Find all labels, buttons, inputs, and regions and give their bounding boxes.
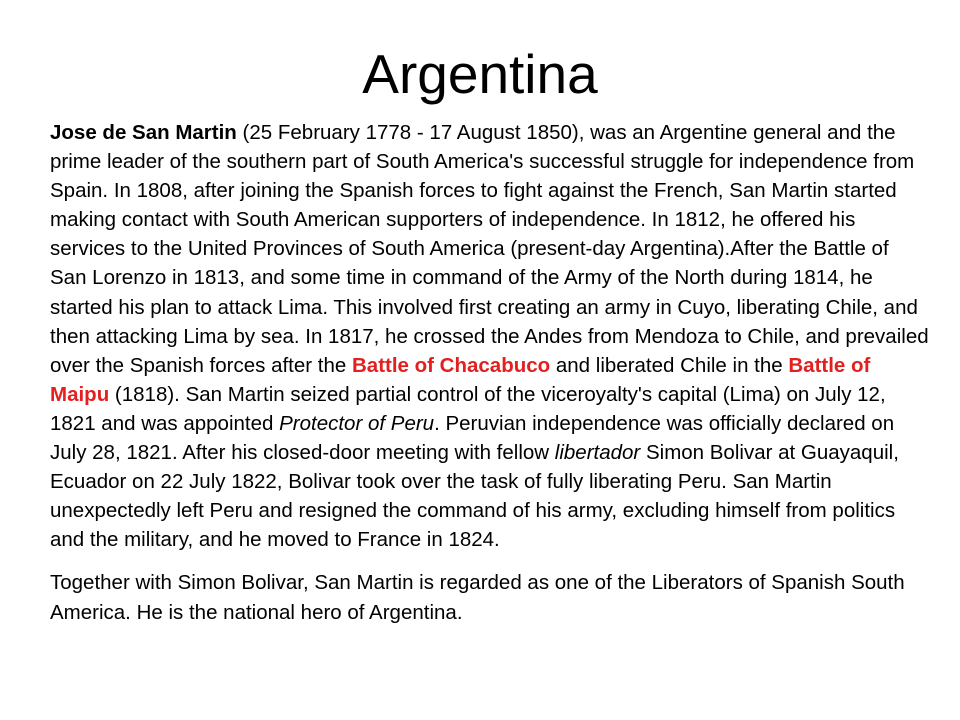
protector-of-peru-title: Protector of Peru bbox=[279, 411, 435, 435]
paragraph-text-3: (1818). San Martin seized partial control of the viceroyalty's capital (Lima) on July 12, 1821 and was appointed bbox=[50, 382, 886, 435]
libertador-term: libertador bbox=[554, 441, 641, 465]
slide-title: Argentina bbox=[362, 43, 598, 105]
paragraph-text-2: and liberated Chile in the bbox=[550, 353, 789, 377]
paragraph-text-1: (25 February 1778 - 17 August 1850), was an Argentine general and the prime leader of the southern part of South America's successful struggle for independence from Spain. In 1808, after joining the Spanish forces to fight against the French, San Martin started making contact with South American supporters of independence. In 1812, he offered his services to the United Provinces of South America (present-day Argentina).After the Battle of San Lorenzo in 1813, and some time in command of the Army of the North during 1814, he started his plan to attack Lima. This involved first creating an army in Cuyo, liberating Chile, and then attacking Lima by sea. In 1817, he crossed the Andes from Mendoza to Chile, and prevailed over the Spanish forces after the bbox=[50, 121, 929, 377]
paragraph-text-5: Simon Bolivar at Guayaquil, Ecuador on 22 July 1822, Bolivar took over the task of fully liberating Peru. San Martin unexpectedly left Peru and resigned the command of his army, excluding himself from politics and the military, and he moved to France in 1824. bbox=[50, 441, 899, 552]
slide-body bbox=[50, 118, 930, 627]
paragraph-text-4: . Peruvian independence was officially declared on July 28, 1821. After his closed-door meeting with fellow bbox=[50, 411, 895, 465]
biography-paragraph bbox=[50, 118, 930, 554]
battle-chacabuco-highlight: Battle of Chacabuco bbox=[351, 353, 551, 377]
battle-maipu-highlight: Battle of Maipu bbox=[50, 353, 871, 406]
subject-name: Jose de San Martin bbox=[50, 121, 237, 144]
legacy-paragraph: Together with Simon Bolivar, San Martin is regarded as one of the Liberators of Spanish South America. He is the national hero of Argentina. bbox=[50, 571, 905, 624]
